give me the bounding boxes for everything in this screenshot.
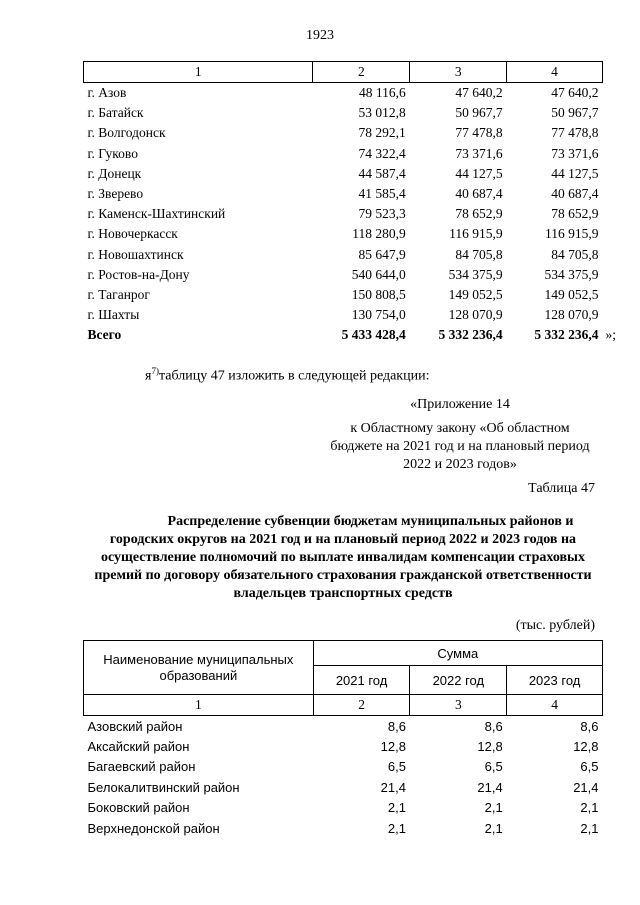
municipality-name: г. Батайск xyxy=(87,105,144,121)
table-body xyxy=(84,83,603,326)
amount-cell: 2,1 xyxy=(484,820,503,836)
table-row xyxy=(84,103,603,123)
table-row xyxy=(84,123,603,143)
table-row xyxy=(84,245,603,265)
total-value: 5 332 236,4 xyxy=(534,327,599,343)
item-letter: я xyxy=(145,368,152,384)
table-row xyxy=(84,777,603,797)
amount-cell: 44 127,5 xyxy=(455,165,503,181)
amount-cell: 78 652,9 xyxy=(455,206,503,222)
municipality-name: Азовский район xyxy=(87,718,183,734)
amount-cell: 8,6 xyxy=(580,718,599,734)
amount-cell: 44 587,4 xyxy=(358,165,406,181)
table-label: Таблица 47 xyxy=(528,481,595,496)
amount-cell: 2,1 xyxy=(387,820,406,836)
municipality-name: г. Таганрог xyxy=(87,286,150,302)
total-row xyxy=(84,325,603,345)
table-row xyxy=(84,164,603,184)
amount-cell: 47 640,2 xyxy=(551,85,599,101)
total-value-last xyxy=(507,325,617,345)
table-row xyxy=(84,224,603,244)
amount-cell: 21,4 xyxy=(380,779,406,795)
table-row xyxy=(84,184,603,204)
municipality-name: г. Новочеркасск xyxy=(87,226,178,242)
column-number-row xyxy=(84,695,603,716)
municipality-name: г. Гуково xyxy=(87,145,138,161)
total-value: 5 433 428,4 xyxy=(341,327,406,343)
municipality-name: Белокалитвинский район xyxy=(87,779,240,795)
sum-header: Сумма xyxy=(313,641,602,666)
amount-cell: 2,1 xyxy=(580,820,599,836)
page-number: 1923 xyxy=(306,28,334,43)
table-row xyxy=(84,83,603,104)
amount-cell: 116 915,9 xyxy=(449,226,503,242)
appendix-block xyxy=(330,396,590,474)
municipality-name: г. Ростов-на-Дону xyxy=(87,266,190,282)
column-number: 1 xyxy=(84,62,313,83)
continued-table xyxy=(83,61,617,345)
amount-cell: 6,5 xyxy=(580,759,599,775)
amount-cell: 2,1 xyxy=(484,800,503,816)
table-row xyxy=(84,144,603,164)
column-number: 1 xyxy=(84,695,314,716)
item-text: таблицу 47 изложить в следующей редакции: xyxy=(158,368,430,384)
closing-quote: »; xyxy=(605,327,617,343)
year-header: 2023 год xyxy=(507,666,603,695)
year-header: 2021 год xyxy=(313,666,410,695)
municipality-name: Аксайский район xyxy=(87,739,190,755)
table-heading: Распределение субвенции бюджетам муниципальных районов и городских округов на 2021 год и на плановый период 2022 и 2023 годов на осуществление полномочий по выплате инвалидам компенсации страховых премий по договору обязательного страхования гражданской ответственности владельцев транспортных средств xyxy=(94,514,592,601)
table-body xyxy=(84,716,603,839)
amount-cell: 78 652,9 xyxy=(551,206,599,222)
amount-cell: 48 116,6 xyxy=(359,85,406,101)
amount-cell: 44 127,5 xyxy=(551,165,599,181)
amount-cell: 534 375,9 xyxy=(448,266,503,282)
name-header: Наименование муниципальных образований xyxy=(84,641,314,695)
amount-cell: 149 052,5 xyxy=(448,286,503,302)
amount-cell: 6,5 xyxy=(387,759,406,775)
amount-cell: 53 012,8 xyxy=(358,105,406,121)
municipality-name: г. Донецк xyxy=(87,165,142,181)
amount-cell: 21,4 xyxy=(573,779,599,795)
amount-cell: 8,6 xyxy=(484,718,503,734)
year-header: 2022 год xyxy=(410,666,507,695)
amount-cell: 540 644,0 xyxy=(351,266,406,282)
table-row xyxy=(84,204,603,224)
amount-cell: 40 687,4 xyxy=(551,186,599,202)
amount-cell: 40 687,4 xyxy=(455,186,503,202)
municipality-name: г. Новошахтинск xyxy=(87,246,184,262)
units-label: (тыс. рублей) xyxy=(515,618,595,633)
municipality-name: Верхнедонской район xyxy=(87,820,220,836)
amount-cell: 150 808,5 xyxy=(351,286,406,302)
amendment-item xyxy=(145,366,429,385)
total-label: Всего xyxy=(87,327,122,343)
amount-cell: 130 754,0 xyxy=(351,307,406,323)
amount-cell: 128 070,9 xyxy=(448,307,503,323)
amount-cell: 73 371,6 xyxy=(551,145,599,161)
amount-cell: 12,8 xyxy=(477,739,503,755)
total-value: 5 332 236,4 xyxy=(438,327,503,343)
table-row xyxy=(84,305,603,325)
municipality-name: г. Каменск-Шахтинский xyxy=(87,206,226,222)
amount-cell: 2,1 xyxy=(387,800,406,816)
column-number: 3 xyxy=(410,62,507,83)
municipality-name: г. Азов xyxy=(87,85,127,101)
amount-cell: 77 478,8 xyxy=(455,125,503,141)
municipality-name: г. Волгодонск xyxy=(87,125,166,141)
amount-cell: 8,6 xyxy=(387,718,406,734)
amount-cell: 118 280,9 xyxy=(352,226,406,242)
table-row xyxy=(84,757,603,777)
column-number: 2 xyxy=(313,695,410,716)
amount-cell: 84 705,8 xyxy=(551,246,599,262)
table-row xyxy=(84,736,603,756)
amount-cell: 21,4 xyxy=(477,779,503,795)
amount-cell: 534 375,9 xyxy=(544,266,599,282)
column-number: 4 xyxy=(507,695,603,716)
amount-cell: 50 967,7 xyxy=(551,105,599,121)
table-row xyxy=(84,285,603,305)
table-row xyxy=(84,716,603,737)
column-number: 2 xyxy=(313,62,410,83)
subvention-table xyxy=(83,640,603,838)
column-number-row xyxy=(84,62,603,83)
amount-cell: 73 371,6 xyxy=(455,145,503,161)
municipality-name: Боковский район xyxy=(87,800,190,816)
item-superscript: 7) xyxy=(151,366,159,376)
table-row xyxy=(84,798,603,818)
amount-cell: 116 915,9 xyxy=(545,226,599,242)
amount-cell: 6,5 xyxy=(484,759,503,775)
municipality-name: г. Зверево xyxy=(87,186,144,202)
amount-cell: 41 585,4 xyxy=(358,186,406,202)
amount-cell: 12,8 xyxy=(380,739,406,755)
municipality-name: Багаевский район xyxy=(87,759,196,775)
municipality-name: г. Шахты xyxy=(87,307,140,323)
table-row xyxy=(84,265,603,285)
amount-cell: 128 070,9 xyxy=(544,307,599,323)
column-number: 4 xyxy=(507,62,603,83)
appendix-text: к Областному закону «Об областном бюджете на 2021 год и на плановый период 2022 и 2023 годов» xyxy=(330,421,590,472)
amount-cell: 77 478,8 xyxy=(551,125,599,141)
amount-cell: 47 640,2 xyxy=(455,85,503,101)
amount-cell: 79 523,3 xyxy=(358,206,406,222)
amount-cell: 74 322,4 xyxy=(358,145,406,161)
amount-cell: 50 967,7 xyxy=(455,105,503,121)
column-number: 3 xyxy=(410,695,507,716)
table-row xyxy=(84,818,603,838)
header-row xyxy=(84,641,603,666)
appendix-title: «Приложение 14 xyxy=(410,397,510,412)
amount-cell: 78 292,1 xyxy=(358,125,406,141)
amount-cell: 12,8 xyxy=(573,739,599,755)
amount-cell: 149 052,5 xyxy=(544,286,599,302)
amount-cell: 2,1 xyxy=(580,800,599,816)
amount-cell: 84 705,8 xyxy=(455,246,503,262)
amount-cell: 85 647,9 xyxy=(358,246,406,262)
